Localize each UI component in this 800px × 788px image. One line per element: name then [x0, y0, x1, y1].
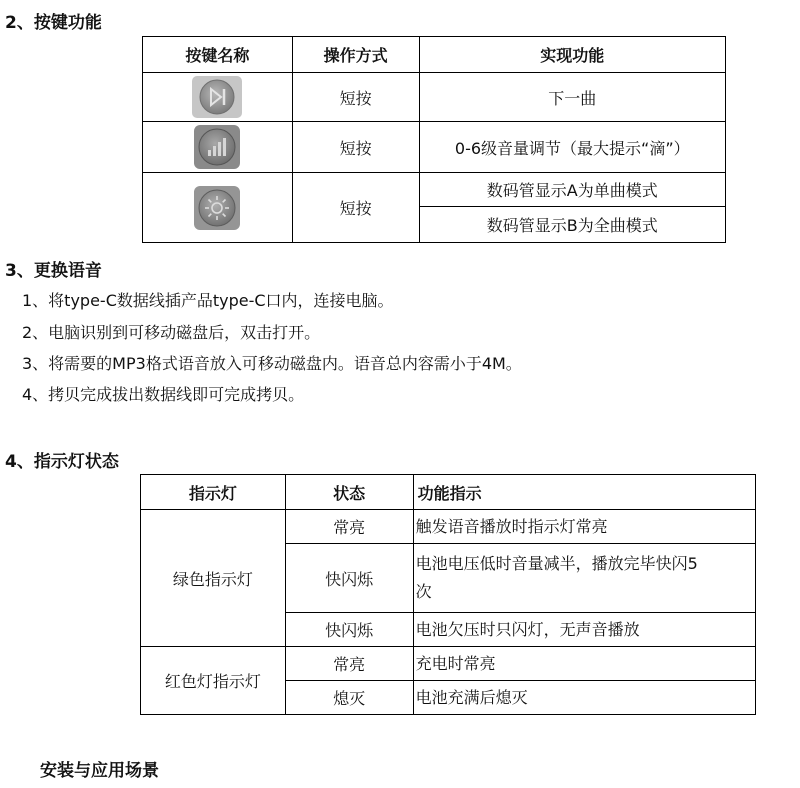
- function-cell: 下一曲: [419, 73, 725, 122]
- state-cell: 熄灭: [285, 681, 413, 715]
- desc-cell: 电池欠压时只闪灯，无声音播放: [413, 613, 755, 647]
- list-item: 2、电脑识别到可移动磁盘后，双击打开。: [22, 323, 321, 342]
- volume-bars-icon: [193, 124, 241, 170]
- header-state: 状态: [285, 475, 413, 510]
- indicator-name: 红色灯指示灯: [141, 647, 286, 715]
- play-pause-icon: [191, 75, 243, 119]
- table-header-row: [143, 37, 726, 73]
- indicator-name: 绿色指示灯: [141, 510, 286, 647]
- desc-cell: 触发语音播放时指示灯常亮: [413, 510, 755, 544]
- led-status-table: [140, 474, 756, 715]
- section-heading-installation: 安装与应用场景: [40, 761, 159, 781]
- desc-cell: 充电时常亮: [413, 647, 755, 681]
- list-item: 4、拷贝完成拔出数据线即可完成拷贝。: [22, 385, 305, 404]
- section-heading-led-status: 4、指示灯状态: [5, 452, 119, 472]
- state-cell: 常亮: [285, 647, 413, 681]
- state-cell: 快闪烁: [285, 544, 413, 613]
- key-cell: [143, 73, 293, 122]
- key-function-table: [142, 36, 726, 243]
- list-item: 3、将需要的MP3格式语音放入可移动磁盘内。语音总内容需小于4M。: [22, 354, 522, 373]
- header-indicator: 指示灯: [141, 475, 286, 510]
- header-function: 实现功能: [419, 37, 725, 73]
- table-row: [143, 122, 726, 173]
- section-heading-key-functions: 2、按键功能: [5, 13, 102, 33]
- function-cell: 0-6级音量调节（最大提示“滴”）: [419, 122, 725, 173]
- function-cell: 数码管显示A为单曲模式: [419, 173, 725, 207]
- desc-line: 次: [415, 582, 432, 601]
- desc-cell: [413, 544, 755, 613]
- key-cell: [143, 122, 293, 173]
- table-row: [143, 73, 726, 122]
- function-cell: 数码管显示B为全曲模式: [419, 207, 725, 243]
- table-row: [141, 510, 756, 544]
- key-cell: [143, 173, 293, 243]
- header-key-name: 按键名称: [143, 37, 293, 73]
- operation-cell: 短按: [292, 122, 419, 173]
- sun-mode-icon: [193, 185, 241, 231]
- state-cell: 常亮: [285, 510, 413, 544]
- header-function-indication: 功能指示: [413, 475, 755, 510]
- list-item: 1、将type-C数据线插产品type-C口内，连接电脑。: [22, 291, 394, 310]
- table-row: [141, 647, 756, 681]
- state-cell: 快闪烁: [285, 613, 413, 647]
- section-heading-change-voice: 3、更换语音: [5, 261, 102, 281]
- table-header-row: [141, 475, 756, 510]
- header-operation: 操作方式: [292, 37, 419, 73]
- table-row: [143, 173, 726, 207]
- operation-cell: 短按: [292, 173, 419, 243]
- operation-cell: 短按: [292, 73, 419, 122]
- desc-cell: 电池充满后熄灭: [413, 681, 755, 715]
- desc-line: 电池电压低时音量减半，播放完毕快闪5: [415, 554, 698, 573]
